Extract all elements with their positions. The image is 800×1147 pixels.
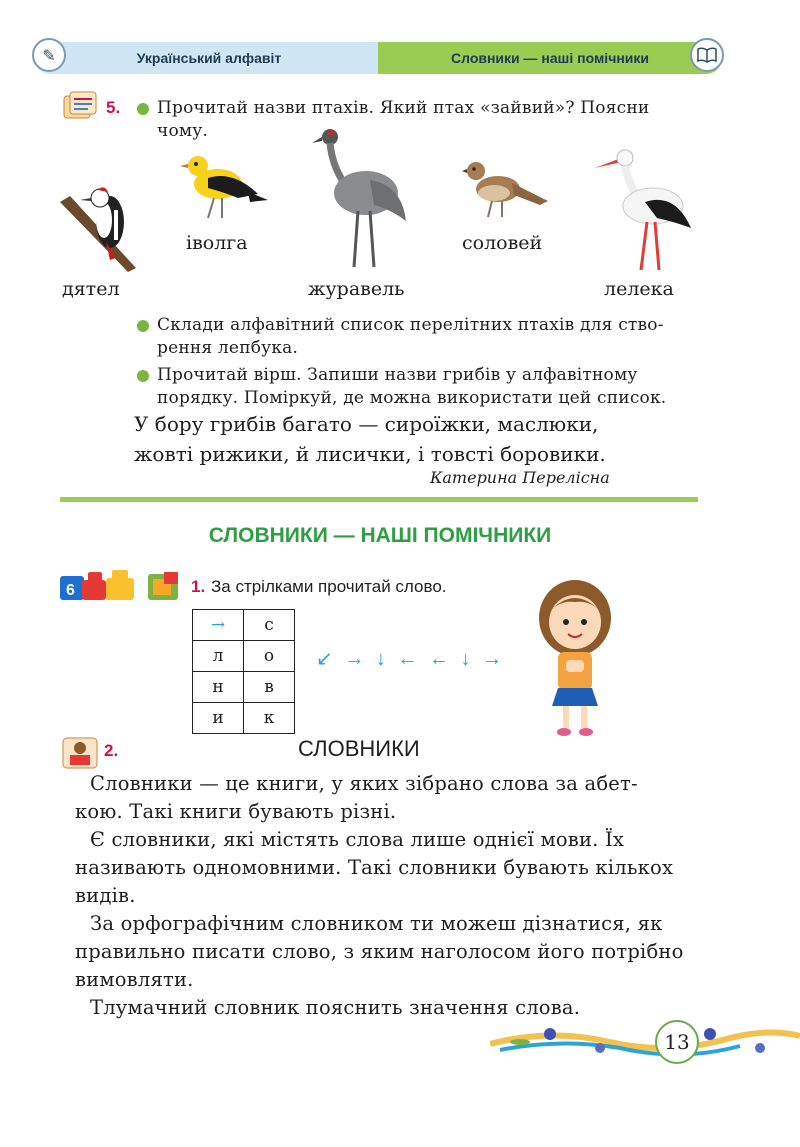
header-left-title: Український алфавіт <box>136 50 282 66</box>
poem-line2: жовті рижики, й лисички, і товсті боровики. <box>134 442 606 466</box>
task2-paragraph3 <box>90 910 662 938</box>
grid-row <box>193 610 295 641</box>
grid-cell: в <box>244 672 295 703</box>
text-line: називають одномовними. Такі словники бувають кількох <box>75 856 674 879</box>
girl-illustration <box>530 578 620 738</box>
bird-label-woodpecker: дятел <box>62 278 120 300</box>
text-line: правильно писати слово, з яким наголосом його потрібно <box>75 940 684 963</box>
task5-bullet2-line1: Склади алфавітний список перелітних птахів для ство- <box>157 315 664 335</box>
text-line: Словники — це книги, у яких зібрано слова за абет- <box>90 772 638 795</box>
letter-grid <box>192 609 295 734</box>
bullet-dot <box>137 320 149 332</box>
grid-cell: к <box>244 703 295 734</box>
crane-illustration <box>310 125 410 270</box>
grid-row <box>193 703 295 734</box>
reading-task-icon <box>62 90 102 122</box>
grid-cell: о <box>244 641 295 672</box>
arrow-sequence: ↙ → ↓ ← ← ↓ → <box>316 648 506 670</box>
task2-paragraph1 <box>90 770 638 798</box>
poem-author: Катерина Перелісна <box>430 468 610 487</box>
task2-number: 2. <box>104 741 119 760</box>
woodpecker-illustration <box>58 180 138 275</box>
oriole-illustration <box>178 148 270 226</box>
task2-paragraph2 <box>90 826 624 854</box>
header-right-tab <box>378 42 722 74</box>
bird-label-stork: лелека <box>604 278 674 300</box>
bird-label-crane: журавель <box>308 278 405 300</box>
stork-illustration <box>595 142 693 274</box>
open-book-icon <box>690 38 724 72</box>
bird-label-nightingale: соловей <box>462 232 543 254</box>
bullet-dot <box>137 103 149 115</box>
task5-bullet3-line1: Прочитай вірш. Запиши назви грибів у алфавітному <box>157 365 638 385</box>
task5-instruction-line2: чому. <box>157 121 209 141</box>
poem <box>134 409 606 469</box>
task5-bullet2-line2: рення лепбука. <box>157 338 299 358</box>
header-left-tab <box>34 42 384 74</box>
section-divider <box>60 497 698 502</box>
text-line: вимовляти. <box>75 968 194 991</box>
task5-instruction <box>157 97 702 143</box>
text-line: кою. Такі книги бувають різні. <box>75 800 397 823</box>
grid-cell: с <box>244 610 295 641</box>
text-line: видів. <box>75 884 136 907</box>
quill-pen-icon: ✎ <box>32 38 66 72</box>
text-line: За орфографічним словником ти можеш дізнатися, як <box>90 912 663 935</box>
task1-number: 1. <box>191 577 206 596</box>
task5-bullet2 <box>157 314 702 360</box>
bird-label-oriole: іволга <box>186 232 248 254</box>
task2-title: СЛОВНИКИ <box>298 736 420 761</box>
toy-blocks-icon <box>58 566 140 602</box>
grid-cell: → <box>193 610 244 641</box>
text-line: Тлумачний словник пояснить значення слова. <box>90 996 581 1019</box>
page-number: 13 <box>655 1020 699 1064</box>
grid-row <box>193 672 295 703</box>
header-right-title: Словники — наші помічники <box>451 50 649 66</box>
grid-cell: и <box>193 703 244 734</box>
grid-row <box>193 641 295 672</box>
task5-instruction-line1: Прочитай назви птахів. Який птах «зайвий»? Поясни <box>157 98 650 118</box>
section-title: СЛОВНИКИ — НАШІ ПОМІЧНИКИ <box>208 524 552 547</box>
poem-line1: У бору грибів багато — сироїжки, маслюки, <box>134 412 599 436</box>
bullet-dot <box>137 370 149 382</box>
task1-instruction: За стрілками прочитай слово. <box>211 577 447 596</box>
task5-bullet3-line2: порядку. Поміркуй, де можна використати цей список. <box>157 388 667 408</box>
abc-cubes-icon <box>146 570 184 602</box>
text-line: Є словники, які містять слова лише однієї мови. Їх <box>90 828 625 851</box>
task5-number: 5. <box>106 98 121 117</box>
nightingale-illustration <box>462 153 550 225</box>
grid-cell: н <box>193 672 244 703</box>
grid-cell: л <box>193 641 244 672</box>
task5-bullet3 <box>157 364 702 410</box>
reading-child-icon <box>62 737 98 769</box>
blocks-badge: 6 <box>66 582 75 599</box>
floral-ornament <box>490 1008 800 1070</box>
